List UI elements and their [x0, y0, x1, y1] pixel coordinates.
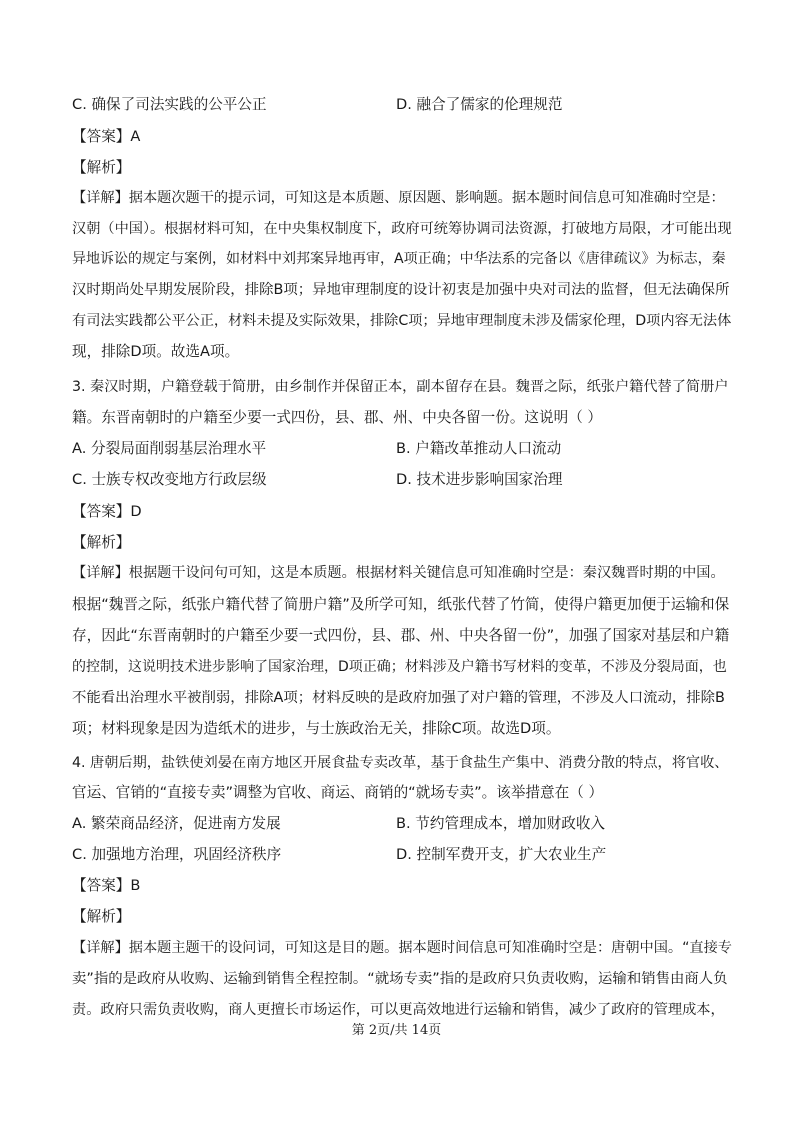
q4-answer: 【答案】B: [72, 877, 141, 894]
q3-stem-line: 籍。东晋南朝时的户籍至少要一式四份，县、郡、州、中央各留一份。这说明（ ）: [72, 409, 603, 426]
q3-detail-line: 【详解】根据题干设问句可知，这是本质题。根据材料关键信息可知准确时空是：秦汉魏晋时期的中国。: [72, 565, 725, 581]
q3-option-d: D. 技术进步影响国家治理: [396, 471, 563, 488]
q4-detail-line: 卖”指的是政府从收购、运输到销售全程控制。“就场专卖”指的是政府只负责收购，运输和销售由商人负: [72, 971, 728, 987]
q3-stem-line: 3. 秦汉时期，户籍登载于简册，由乡制作并保留正本，副本留存在县。魏晋之际，纸张户籍代替了简册户: [72, 379, 729, 395]
q4-detail-line: 【详解】据本题主题干的设问词，可知这是目的题。据本题时间信息可知准确时空是：唐朝中国。“直接专: [72, 940, 732, 956]
q3-detail-line: 项；材料现象是因为造纸术的进步，与士族政治无关，排除C项。故选D项。: [72, 720, 561, 737]
q4-analysis-heading: 【解析】: [72, 908, 131, 925]
q3-answer: 【答案】D: [72, 503, 142, 520]
q4-detail-line: 责。政府只需负责收购，商人更擅长市场运作，可以更高效地进行运输和销售，减少了政府的管理成本，: [72, 1002, 725, 1018]
q2-detail-line: 异地诉讼的规定与案例，如材料中刘邦案异地再审，A项正确；中华法系的完备以《唐律疏议》为标志，秦: [72, 251, 726, 267]
q2-detail-line: 汉时期尚处早期发展阶段，排除B项；异地审理制度的设计初衷是加强中央对司法的监督，但无法确保所: [72, 282, 730, 298]
q3-analysis-heading: 【解析】: [72, 534, 131, 551]
q2-option-c: C. 确保了司法实践的公平公正: [72, 96, 267, 113]
q4-stem-line: 官运、官销的“直接专卖”调整为官收、商运、商销的“就场专卖”。该举措意在（ ）: [72, 784, 604, 801]
q3-detail-line: 根据“魏晋之际，纸张户籍代替了简册户籍”及所学可知，纸张代替了竹简，使得户籍更加便于运输和保: [72, 596, 730, 613]
q4-option-d: D. 控制军费开支，扩大农业生产: [396, 846, 607, 863]
q3-detail-line: 不能看出治理水平被削弱，排除A项；材料反映的是政府加强了对户籍的管理，不涉及人口流动，排除B: [72, 690, 725, 706]
q3-option-b: B. 户籍改革推动人口流动: [396, 440, 562, 457]
q4-stem-line: 4. 唐朝后期，盐铁使刘晏在南方地区开展食盐专卖改革，基于食盐生产集中、消费分散的特点，将官收、: [72, 755, 729, 771]
q3-option-a: A. 分裂局面削弱基层治理水平: [72, 440, 267, 457]
q3-option-c: C. 士族专权改变地方行政层级: [72, 471, 267, 488]
page-footer: 第 2页/共 14页: [351, 1023, 442, 1038]
q2-answer: 【答案】A: [72, 128, 141, 145]
q4-option-c: C. 加强地方治理，巩固经济秩序: [72, 846, 282, 863]
q2-analysis-heading: 【解析】: [72, 159, 131, 176]
q2-detail-line: 【详解】据本题次题干的提示词，可知这是本质题、原因题、影响题。据本题时间信息可知准确时空是：: [72, 190, 725, 206]
q2-detail-line: 汉朝（中国）。根据材料可知，在中央集权制度下，政府可统筹协调司法资源，打破地方局限，才可能出现: [72, 221, 732, 237]
q2-detail-line: 现，排除D项。故选A项。: [72, 343, 240, 360]
q2-option-d: D. 融合了儒家的伦理规范: [396, 96, 563, 113]
q3-detail-line: 存，因此“东晋南朝时的户籍至少要一式四份，县、郡、州、中央各留一份”，加强了国家对基层和户籍: [72, 627, 730, 644]
q2-detail-line: 有司法实践都公平公正，材料未提及实际效果，排除C项；异地审理制度未涉及儒家伦理，D项内容无法体: [72, 313, 732, 329]
q4-option-b: B. 节约管理成本，增加财政收入: [396, 815, 606, 832]
q3-detail-line: 的控制，这说明技术进步影响了国家治理，D项正确；材料涉及户籍书写材料的变革，不涉及分裂局面，也: [72, 659, 727, 675]
q4-option-a: A. 繁荣商品经济，促进南方发展: [72, 815, 281, 832]
